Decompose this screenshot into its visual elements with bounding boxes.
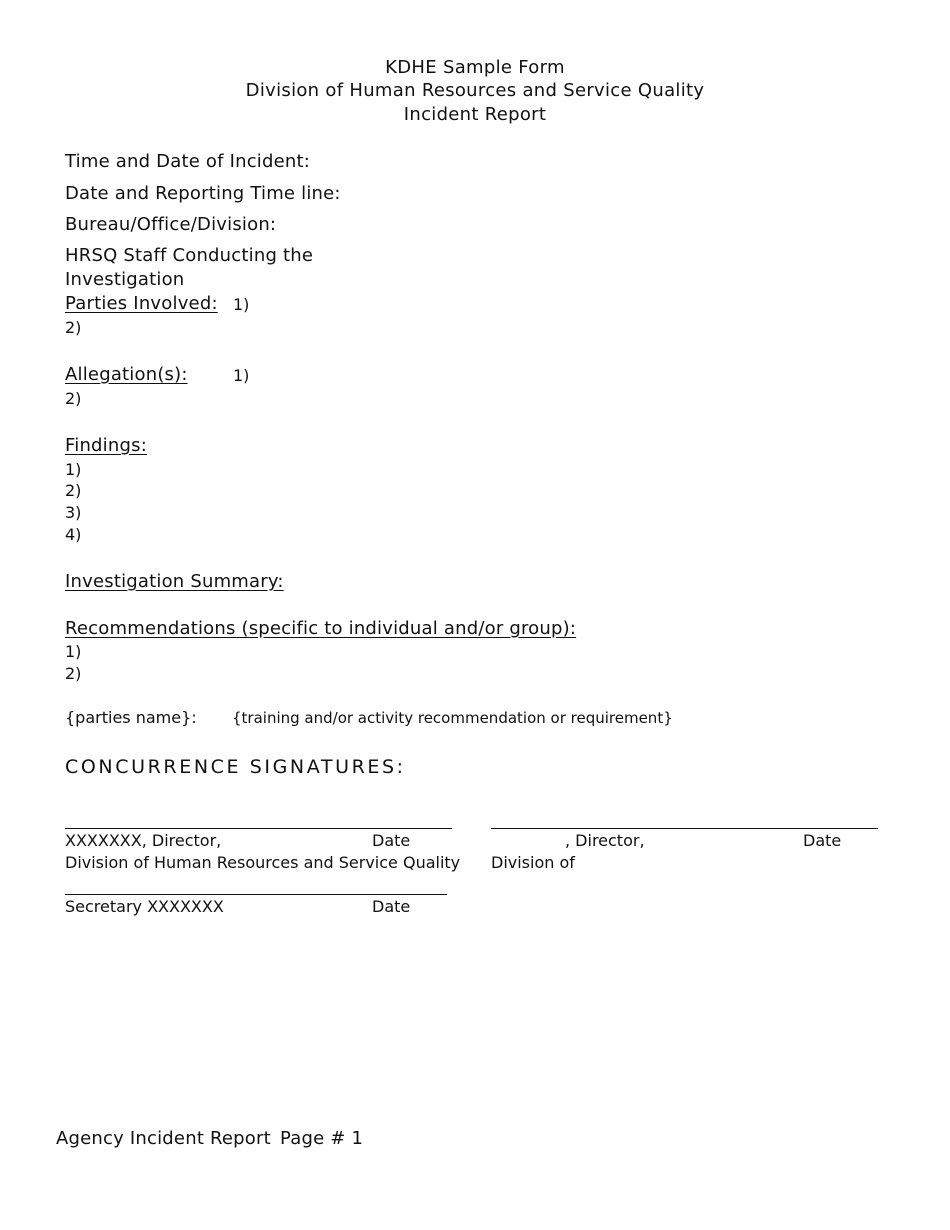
time-date-label: Time and Date of Incident: — [65, 151, 311, 172]
left-signer-name: XXXXXXX, Director, — [65, 831, 222, 850]
allegation-item-2: 2) — [65, 389, 82, 408]
right-signer-date: Date — [803, 831, 842, 850]
investigation-summary-label: Investigation Summary: — [65, 571, 284, 592]
right-signature-line — [491, 828, 878, 829]
secretary-signature-line — [65, 894, 447, 895]
finding-item-4: 4) — [65, 525, 82, 544]
allegation-item-1: 1) — [233, 366, 250, 385]
hrsq-staff-label: HRSQ Staff Conducting the — [65, 245, 314, 266]
division-title: Division of Human Resources and Service Quality — [245, 80, 705, 101]
report-title: Incident Report — [403, 104, 547, 125]
finding-item-2: 2) — [65, 481, 82, 500]
right-signer-division: Division of — [491, 853, 575, 872]
left-signature-line — [65, 828, 452, 829]
parties-name-placeholder: {parties name}: — [65, 708, 197, 727]
finding-item-1: 1) — [65, 460, 82, 479]
recommendations-label: Recommendations (specific to individual and/or group): — [65, 618, 577, 639]
concurrence-signatures-title: CONCURRENCE SIGNATURES: — [65, 756, 406, 778]
footer-report-name: Agency Incident Report — [56, 1128, 271, 1149]
footer-page-number: Page # 1 — [280, 1128, 364, 1149]
secretary-date: Date — [372, 897, 411, 916]
left-signer-division: Division of Human Resources and Service Quality — [65, 853, 461, 872]
allegations-label: Allegation(s): — [65, 364, 188, 385]
bureau-label: Bureau/Office/Division: — [65, 214, 277, 235]
secretary-name: Secretary XXXXXXX — [65, 897, 224, 916]
training-recommendation-placeholder: {training and/or activity recommendation or requirement} — [232, 709, 673, 727]
left-signer-date: Date — [372, 831, 411, 850]
parties-item-2: 2) — [65, 318, 82, 337]
recommendation-item-2: 2) — [65, 664, 82, 683]
parties-item-1: 1) — [233, 295, 250, 314]
finding-item-3: 3) — [65, 503, 82, 522]
parties-involved-label: Parties Involved: — [65, 293, 218, 314]
recommendation-item-1: 1) — [65, 642, 82, 661]
right-signer-name: , Director, — [565, 831, 645, 850]
hrsq-staff-label-cont: Investigation — [65, 269, 185, 290]
form-title: KDHE Sample Form — [385, 57, 565, 78]
reporting-timeline-label: Date and Reporting Time line: — [65, 183, 341, 204]
findings-label: Findings: — [65, 435, 147, 456]
